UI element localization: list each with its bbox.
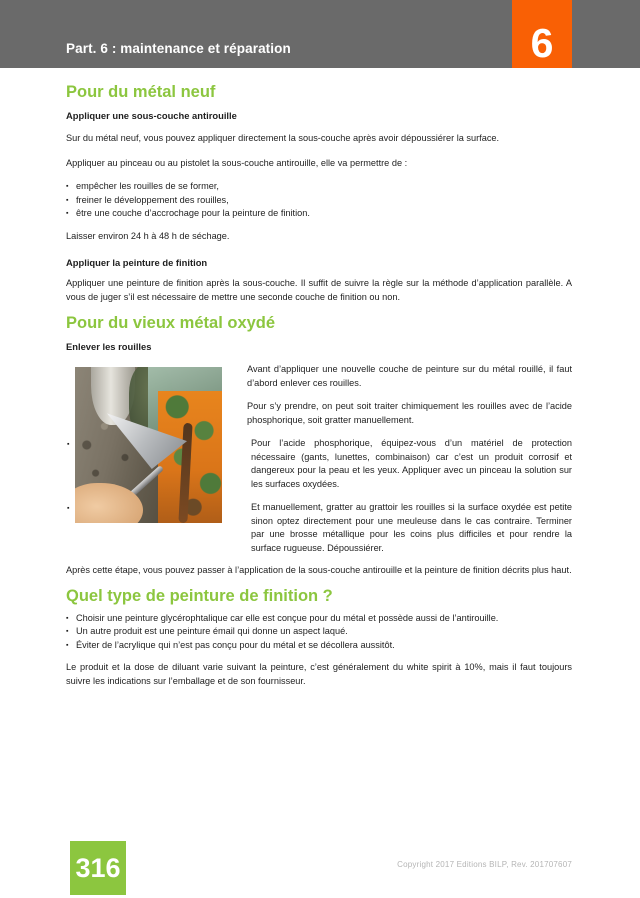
subheading-sous-couche: Appliquer une sous-couche antirouille bbox=[66, 110, 237, 121]
bullet-marker: ▪ bbox=[66, 183, 69, 190]
bullet-marker: ▪ bbox=[66, 210, 69, 217]
paragraph: Après cette étape, vous pouvez passer à l’application de la sous-couche antirouille et la peinture de finition décrits plus haut. bbox=[66, 565, 572, 575]
bullet-marker: ▪ bbox=[67, 441, 70, 448]
page-content bbox=[0, 83, 640, 688]
paragraph: Appliquer au pinceau ou au pistolet la sous-couche antirouille, elle va permettre de : bbox=[66, 157, 408, 168]
list-item: ▪ freiner le développement des rouilles, bbox=[66, 194, 572, 208]
paragraph: Sur du métal neuf, vous pouvez appliquer directement la sous-couche après avoir dépoussiérer la surface. bbox=[66, 133, 500, 143]
list-item: ▪ Éviter de l’acrylique qui n’est pas conçu pour du métal et se décollera aussitôt. bbox=[66, 639, 572, 653]
page-number: 316 bbox=[75, 852, 121, 883]
copyright-text: Copyright 2017 Editions BILP, Rev. 201707607 bbox=[397, 860, 572, 869]
header-bar bbox=[0, 0, 640, 68]
bullet-marker: ▪ bbox=[66, 614, 69, 622]
chapter-number: 6 bbox=[530, 20, 554, 66]
bullet-marker: ▪ bbox=[67, 505, 70, 512]
page-number-badge bbox=[70, 841, 126, 895]
bullet-list-type-peinture bbox=[66, 612, 572, 653]
bullet-marker: ▪ bbox=[66, 641, 69, 649]
section-heading-vieux-metal: Pour du vieux métal oxydé bbox=[66, 314, 276, 332]
bullet-marker: ▪ bbox=[66, 628, 69, 635]
list-item: ▪ empêcher les rouilles de se former, bbox=[66, 180, 572, 194]
section-heading-metal-neuf: Pour du métal neuf bbox=[66, 83, 216, 101]
list-item: ▪ Pour l’acide phosphorique, équipez-vous d’un matériel de protection nécessaire (gants, lunettes, combinaison) car c’est un produit corrosif et dangereux pour la peau et les yeux. Appliquer avec un pinceau la solution sur les surfaces oxydées. bbox=[67, 438, 572, 489]
paragraph: Appliquer une peinture de finition après la sous-couche. Il suffit de suivre la règle sur la méthode d’application parallèle. A vous de juger s’il est nécessaire de mettre une seconde couche de finition ou non. bbox=[66, 278, 572, 302]
list-item: ▪ être une couche d’accrochage pour la peinture de finition. bbox=[66, 207, 572, 221]
paragraph: Avant d’appliquer une nouvelle couche de peinture sur du métal rouillé, il faut d’abord enlever ces rouilles. bbox=[247, 364, 572, 388]
part-title: Part. 6 : maintenance et réparation bbox=[66, 41, 291, 56]
paragraph: Le produit et la dose de diluant varie suivant la peinture, c’est généralement du white spirit à 10%, mais il faut toujours suivre les indications sur l’emballage et de son fournisseur. bbox=[66, 662, 572, 686]
list-item: ▪ Et manuellement, gratter au grattoir les rouilles si la surface oxydée est petite sinon optez directement pour une meuleuse dans le cas contraire. Terminer par une brosse métallique pour les coins plus difficiles et pour rendre la surface rugueuse. Dépoussiérer. bbox=[67, 502, 572, 553]
list-item: ▪ Un autre produit est une peinture émail qui donne un aspect laqué. bbox=[66, 625, 572, 639]
bullet-marker: ▪ bbox=[66, 196, 69, 204]
paragraph: Laisser environ 24 h à 48 h de séchage. bbox=[66, 230, 230, 241]
subheading-peinture-finition: Appliquer la peinture de finition bbox=[66, 257, 208, 268]
chapter-number-badge bbox=[512, 0, 572, 68]
rust-scraping-photo bbox=[75, 367, 222, 523]
section-heading-type-peinture: Quel type de peinture de finition ? bbox=[66, 586, 333, 605]
photo-and-text-row bbox=[66, 363, 572, 555]
paragraph: Pour s’y prendre, on peut soit traiter chimiquement les rouilles avec de l’acide phosphorique, soit gratter manuellement. bbox=[247, 401, 572, 425]
bullet-list-sous-couche bbox=[66, 180, 572, 221]
list-item: ▪ Choisir une peinture glycérophtalique car elle est conçue pour du métal et possède aussi de l’antirouille. bbox=[66, 612, 572, 626]
subheading-enlever-rouilles: Enlever les rouilles bbox=[66, 341, 152, 352]
photo-side-text bbox=[67, 363, 572, 555]
